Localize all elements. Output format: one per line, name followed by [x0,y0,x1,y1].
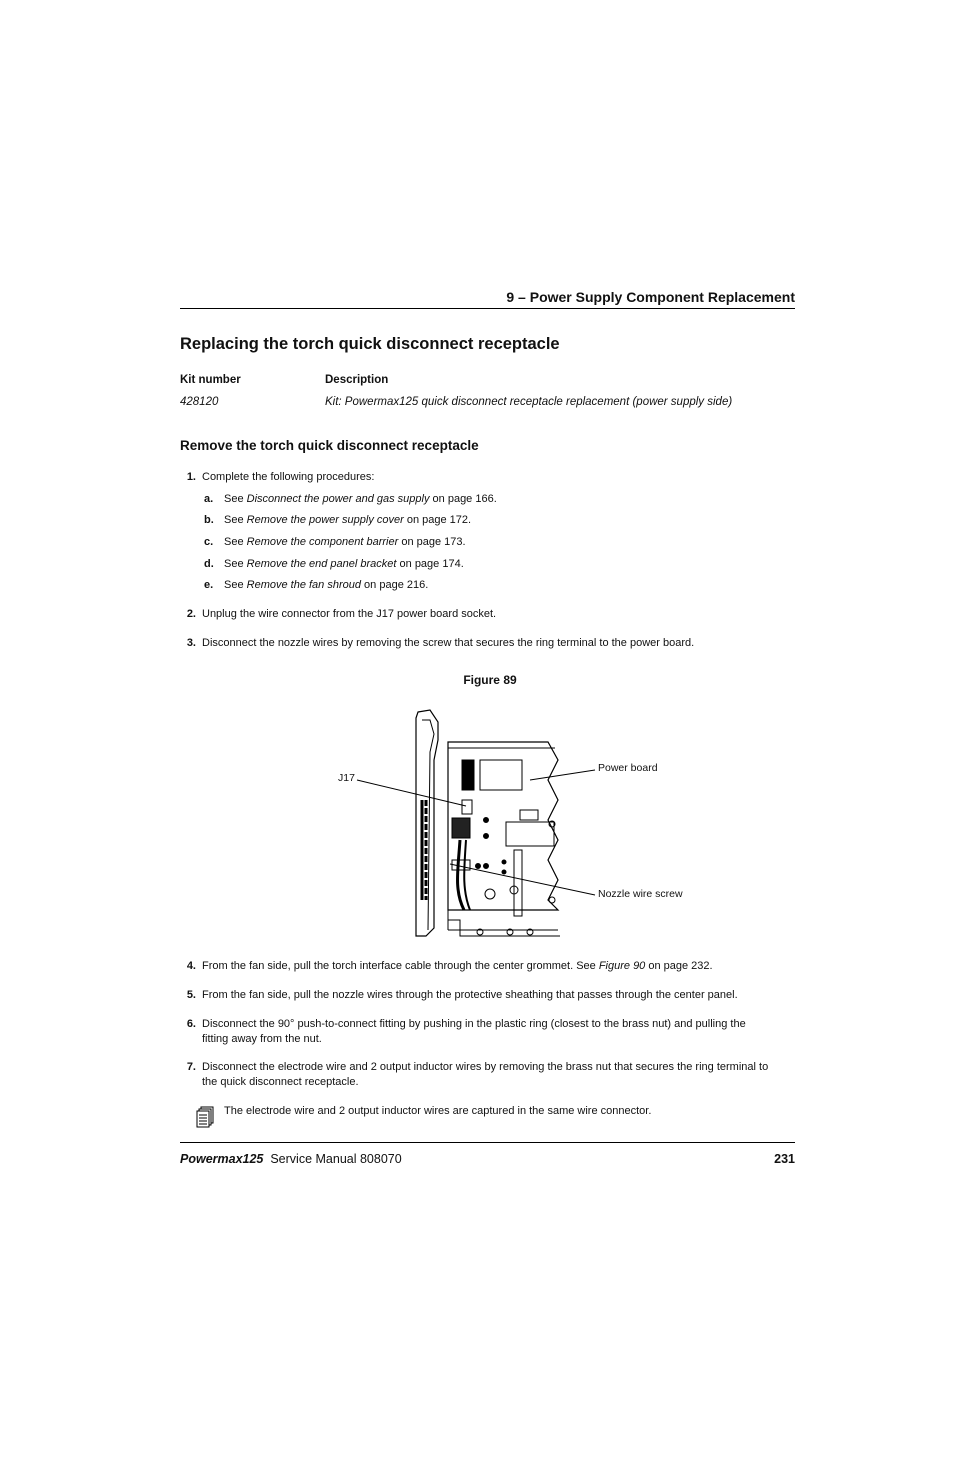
callout-power-board: Power board [598,762,658,774]
note-icon [196,1106,214,1128]
product-name: Powermax125 [180,1152,264,1166]
substep-text: See Remove the end panel bracket on page 174. [224,558,464,570]
procedure-link[interactable]: Disconnect the power and gas supply [246,493,430,505]
note-text: The electrode wire and 2 output inductor wires are captured in the same wire connector. [224,1105,652,1117]
description-cell: Kit: Powermax125 quick disconnect receptacle replacement (power supply side) [325,396,733,408]
substep-letter: a. [204,493,214,505]
kit-number-header: Kit number [180,374,241,386]
substep-letter: b. [204,514,214,526]
footer-left [180,1152,402,1166]
power-board-figure [330,700,730,945]
callout-j17: J17 [338,772,355,784]
procedure-link[interactable]: Remove the component barrier [246,536,399,548]
step-number: 5. [186,989,196,1001]
step-number: 3. [186,637,196,649]
step-number: 2. [186,608,196,620]
substep-text: See Remove the fan shroud on page 216. [224,579,429,591]
substep-letter: c. [204,536,214,548]
callout-nozzle-wire-screw: Nozzle wire screw [598,888,683,900]
step-number: 4. [186,960,196,972]
step-number: 1. [186,471,196,483]
header-rule [180,308,795,309]
step-text: Disconnect the electrode wire and 2 output inductor wires by removing the brass nut that secures the ring terminal to the quick disconnect receptacle. [202,1061,769,1088]
figure-title: Figure 89 [463,673,517,687]
footer-rule [180,1142,795,1143]
substep-text: See Remove the power supply cover on page 172. [224,514,472,526]
step-number: 6. [186,1018,196,1030]
substep-text: See Remove the component barrier on page 173. [224,536,466,548]
substep-text: See Disconnect the power and gas supply on page 166. [224,493,497,505]
kit-number-cell: 428120 [180,396,219,408]
manual-id: Service Manual 808070 [270,1152,402,1166]
substep-letter: d. [204,558,214,570]
step-text: Complete the following procedures: [202,471,375,483]
procedure-link[interactable]: Remove the fan shroud [246,579,361,591]
step-text: Disconnect the nozzle wires by removing the screw that secures the ring terminal to the power board. [202,637,695,649]
chapter-header: 9 – Power Supply Component Replacement [506,289,795,305]
page-number: 231 [774,1152,795,1166]
substep-letter: e. [204,579,214,591]
step-number: 7. [186,1061,196,1073]
step-text: Disconnect the 90° push-to-connect fitting by pushing in the plastic ring (closest to the brass nut) and pulling the fitting away from the nut. [202,1018,746,1045]
procedure-link[interactable]: Remove the power supply cover [246,514,404,526]
section-heading: Remove the torch quick disconnect receptacle [180,438,479,453]
page-title: Replacing the torch quick disconnect receptacle [180,335,560,353]
figure-link[interactable]: Figure 90 [598,960,646,972]
procedure-link[interactable]: Remove the end panel bracket [246,558,397,570]
step-text: Unplug the wire connector from the J17 power board socket. [202,608,497,620]
description-header: Description [325,374,389,386]
step-text: From the fan side, pull the nozzle wires through the protective sheathing that passes through the center panel. [202,989,738,1001]
step-text: From the fan side, pull the torch interface cable through the center grommet. See Figure 90 on page 232. [202,960,713,972]
